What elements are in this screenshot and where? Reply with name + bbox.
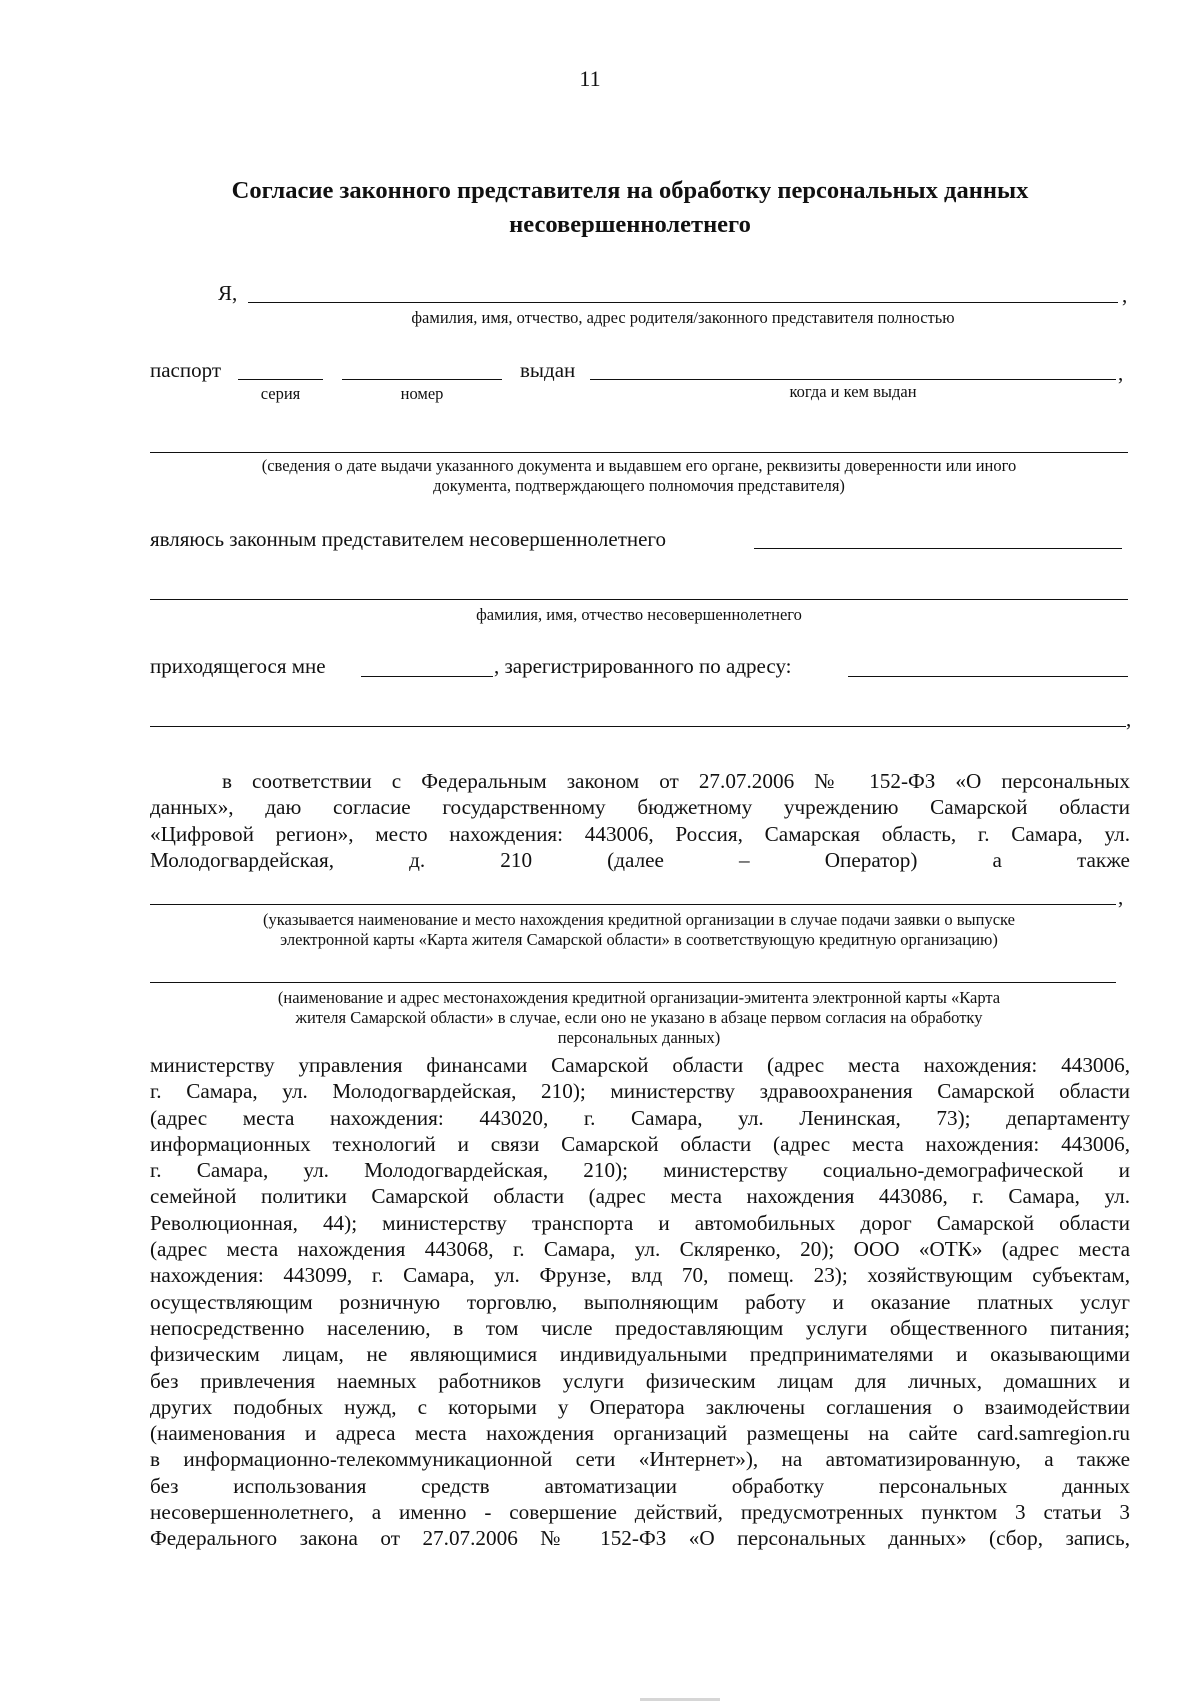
address-comma: , — [1126, 707, 1132, 731]
consent-word: 210 — [500, 847, 533, 872]
scan-artifact — [640, 1698, 720, 1701]
bank-caption-line-1: (указывается наименование и место нахождения кредитной организации в случае подачи заявки о выпуске — [263, 910, 1015, 929]
body-line: непосредственно населению, в том числе предоставляющим услуги общественного питания; — [150, 1315, 1130, 1340]
body-paragraph — [150, 1052, 1130, 1552]
passport-issued-caption: когда и кем выдан — [789, 382, 917, 401]
body-line: семейной политики Самарской области (адрес места нахождения 443086, г. Самара, ул. — [150, 1184, 1130, 1209]
consent-word: (далее — [607, 847, 664, 872]
passport-series-caption: серия — [260, 384, 301, 403]
passport-number-line[interactable] — [342, 379, 502, 380]
relation-suffix: , зарегистрированного по адресу: — [494, 654, 792, 678]
consent-word: Молодогвардейская, — [150, 847, 335, 872]
body-line: без использования средств автоматизации обработку персональных данных — [150, 1473, 1130, 1498]
address-line-2[interactable] — [150, 726, 1126, 727]
minor-label: являюсь законным представителем несовершеннолетнего — [150, 527, 667, 551]
consent-line-1: в соответствии с Федеральным законом от 27.07.2006 № 152-ФЗ «О персональных — [222, 769, 1130, 793]
issuer-caption-line-2: жителя Самарской области» в случае, если оно не указано в абзаце первом согласия на обработку — [295, 1008, 983, 1027]
rep-caption: фамилия, имя, отчество, адрес родителя/законного представителя полностью — [411, 308, 955, 327]
body-line: других подобных нужд, с которыми у Оператора заключены соглашения о взаимодействии — [150, 1394, 1130, 1419]
passport-label: паспорт — [150, 358, 222, 382]
consent-word: д. — [409, 847, 426, 872]
consent-line-2: данных», даю согласие государственному бюджетному учреждению Самарской области — [150, 795, 1130, 820]
minor-caption: фамилия, имя, отчество несовершеннолетнего — [476, 605, 802, 624]
doc-info-caption-line-1: (сведения о дате выдачи указанного документа и выдавшем его органе, реквизиты доверенности или иного — [261, 456, 1017, 475]
consent-line-3: «Цифровой регион», место нахождения: 443006, Россия, Самарская область, г. Самара, ул. — [150, 821, 1130, 846]
bank-caption — [150, 910, 1128, 950]
consent-word: Оператор) — [824, 847, 918, 872]
consent-word: также — [1076, 847, 1130, 872]
body-line: информационных технологий и связи Самарской области (адрес места нахождения: 443006, — [150, 1131, 1130, 1156]
bank-caption-line-2: электронной карты «Карта жителя Самарской области» в соответствующую кредитную организацию) — [280, 930, 998, 949]
rep-name-line[interactable] — [248, 302, 1118, 303]
body-line: физическим лицам, не являющимися индивидуальными предпринимателями и оказывающими — [150, 1342, 1130, 1367]
body-line: несовершеннолетнего, а именно - совершение действий, предусмотренных пунктом 3 статьи 3 — [150, 1500, 1130, 1525]
title-line-1: Согласие законного представителя на обработку персональных данных — [231, 177, 1029, 204]
body-line: нахождения: 443099, г. Самара, ул. Фрунзе, влд 70, помещ. 23); хозяйствующим субъектам, — [150, 1263, 1130, 1288]
body-line: г. Самара, ул. Молодогвардейская, 210); министерству социально-демографической и — [150, 1158, 1130, 1183]
passport-issued-label: выдан — [520, 358, 576, 382]
body-line: (адрес места нахождения: 443020, г. Самара, ул. Ленинская, 73); департаменту — [150, 1105, 1130, 1130]
consent-paragraph — [150, 768, 1130, 873]
relation-line[interactable] — [361, 676, 493, 677]
title-line-2: несовершеннолетнего — [509, 211, 751, 238]
issuer-name-line[interactable] — [150, 982, 1116, 983]
body-line: в информационно-телекоммуникационной сети «Интернет»), на автоматизированную, а также — [150, 1447, 1130, 1472]
body-line: (адрес места нахождения 443068, г. Самара, ул. Скляренко, 20); ООО «ОТК» (адрес места — [150, 1237, 1130, 1262]
body-line: осуществляющим розничную торговлю, выполняющим работу и оказание платных услуг — [150, 1289, 1130, 1314]
body-line: министерству управления финансами Самарской области (адрес места нахождения: 443006, — [150, 1053, 1130, 1077]
issuer-caption-line-3: персональных данных) — [557, 1028, 721, 1047]
document-title — [140, 174, 1120, 242]
rep-comma: , — [1122, 283, 1128, 307]
passport-comma: , — [1118, 361, 1124, 385]
consent-line-4 — [150, 847, 1130, 873]
consent-word: а — [992, 847, 1002, 872]
body-line: г. Самара, ул. Молодогвардейская, 210); министерству здравоохранения Самарской области — [150, 1079, 1130, 1104]
body-line: без привлечения наемных работников услуги физическим лицам для личных, домашних и — [150, 1368, 1130, 1393]
minor-name-line-1[interactable] — [754, 548, 1122, 549]
consent-word: – — [739, 847, 750, 872]
body-line: Революционная, 44); министерству транспорта и автомобильных дорог Самарской области — [150, 1210, 1130, 1235]
passport-series-line[interactable] — [238, 379, 323, 380]
bank-name-line[interactable] — [150, 904, 1116, 905]
doc-info-caption — [150, 456, 1128, 496]
issuer-caption — [150, 988, 1128, 1048]
address-line-1[interactable] — [848, 676, 1128, 677]
body-line: Федерального закона от 27.07.2006 № 152-ФЗ «О персональных данных» (сбор, запись, — [150, 1526, 1130, 1551]
ya-label: Я, — [218, 281, 238, 305]
passport-issued-line[interactable] — [590, 379, 1116, 380]
relation-prefix: приходящегося мне — [150, 654, 326, 678]
page-number: 11 — [579, 66, 601, 91]
bank-comma: , — [1118, 885, 1124, 909]
minor-name-line-2[interactable] — [150, 599, 1128, 600]
body-line: (наименования и адреса места нахождения организаций размещены на сайте card.samregion.ru — [150, 1421, 1130, 1446]
doc-info-caption-line-2: документа, подтверждающего полномочия представителя) — [433, 476, 845, 495]
doc-info-line[interactable] — [150, 452, 1128, 453]
issuer-caption-line-1: (наименование и адрес местонахождения кредитной организации-эмитента электронной карты «Карта — [277, 988, 1001, 1007]
passport-number-caption: номер — [400, 384, 444, 403]
